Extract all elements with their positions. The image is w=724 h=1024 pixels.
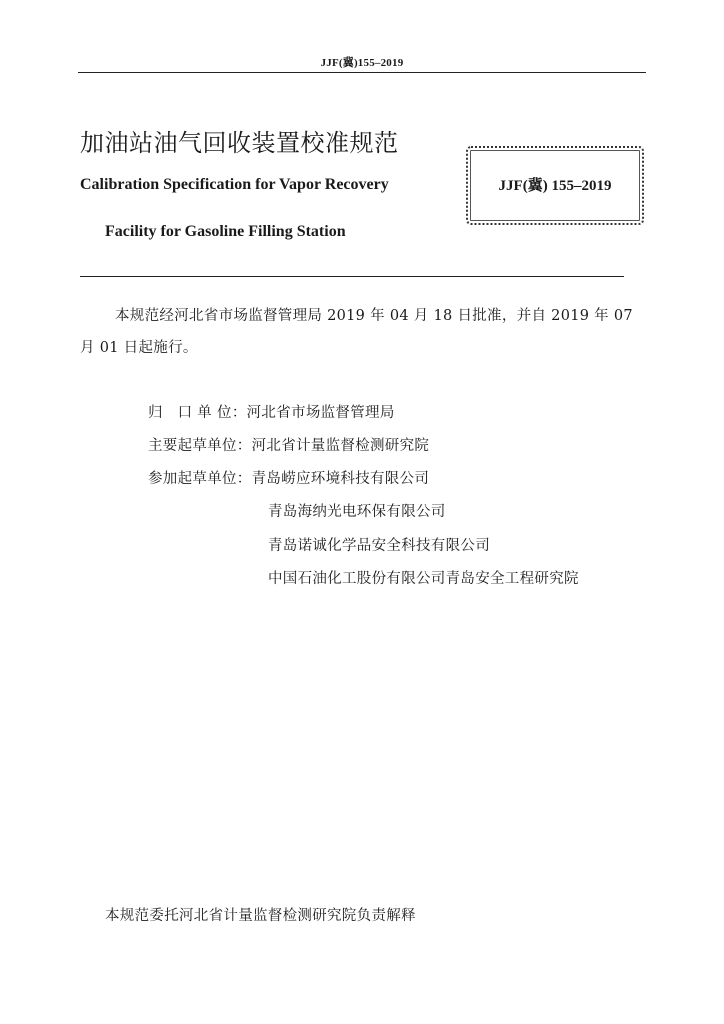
header-rule xyxy=(78,72,646,73)
org-participant-item: 青岛诺诚化学品安全科技有限公司 xyxy=(268,538,490,554)
title-english-line2: Facility for Gasoline Filling Station xyxy=(105,223,346,240)
org-participants-label: 参加起草单位： xyxy=(148,471,252,487)
title-english-line1: Calibration Specification for Vapor Recovery xyxy=(80,176,389,193)
org-participant-item: 中国石油化工股份有限公司青岛安全工程研究院 xyxy=(268,571,579,587)
org-participant-item: 青岛海纳光电环保有限公司 xyxy=(268,504,446,520)
org-responsible-value: 河北省市场监督管理局 xyxy=(246,405,395,421)
title-chinese: 加油站油气回收装置校准规范 xyxy=(80,129,399,157)
approval-paragraph: 本规范经河北省市场监督管理局 2019 年 04 月 18 日批准，并自 2019 年 07 月 01 日起施行。 xyxy=(80,308,633,356)
org-main-drafter-row xyxy=(148,434,429,455)
divider-rule xyxy=(80,276,624,277)
org-responsible-row xyxy=(148,401,395,422)
code-box-text: JJF(冀) 155–2019 xyxy=(498,178,612,194)
org-main-drafter-label: 主要起草单位： xyxy=(148,438,252,454)
org-responsible-label: 归 口 单 位： xyxy=(148,405,247,421)
org-participants-row xyxy=(148,467,429,488)
code-box xyxy=(466,146,644,225)
header-code: JJF(冀)155–2019 xyxy=(320,57,404,69)
org-main-drafter-value: 河北省计量监督检测研究院 xyxy=(251,438,430,454)
footer-note: 本规范委托河北省计量监督检测研究院负责解释 xyxy=(105,908,416,924)
org-participant-item: 青岛崂应环境科技有限公司 xyxy=(251,471,430,487)
